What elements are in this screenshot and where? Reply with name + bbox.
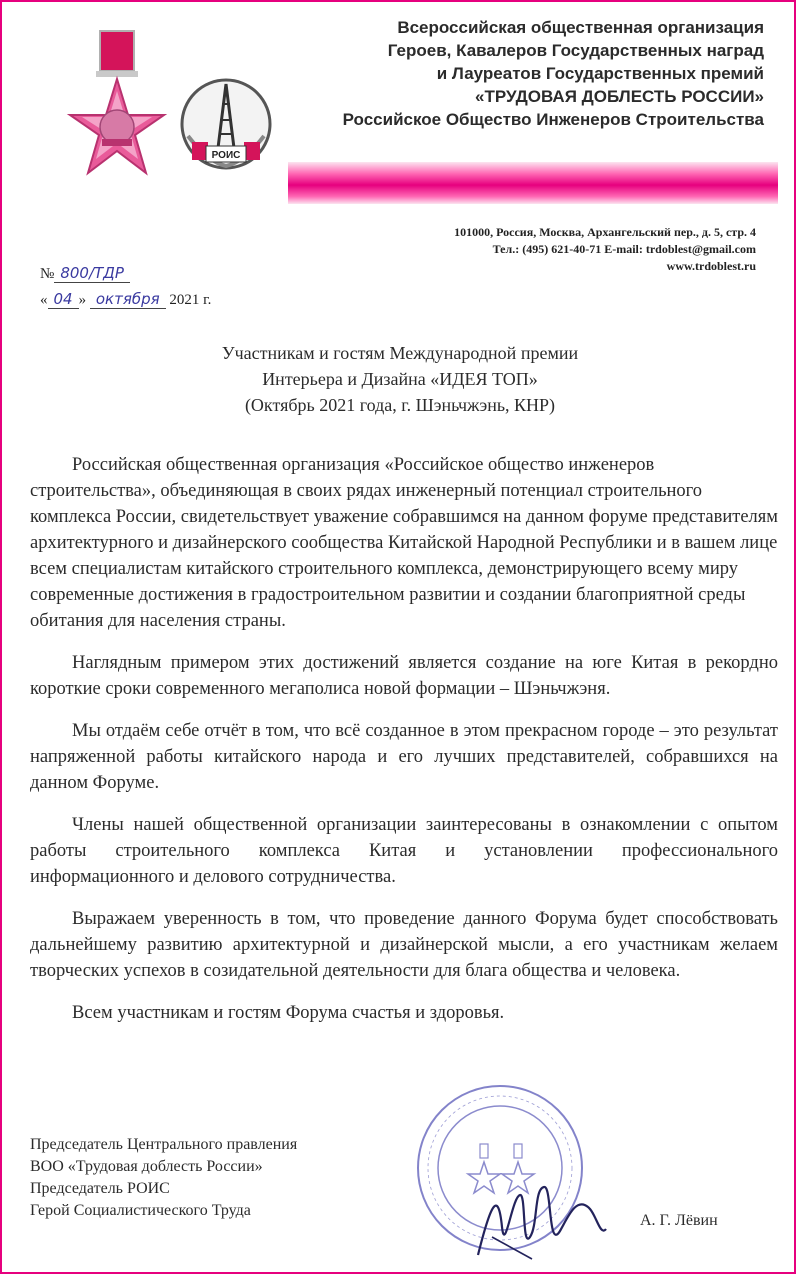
date-open-quote: « [40, 292, 48, 308]
recipient-line: Участникам и гостям Международной премии [221, 343, 579, 363]
body-paragraph: Мы отдаём себе отчёт в том, что всё созданное в этом прекрасном городе – это результат напряженной работы китайского народа и его лучших представителей, собравшихся на данном Форуме. [30, 721, 778, 793]
handwritten-day: 04 [48, 290, 79, 309]
phone-email-line: Тел.: (495) 621-40-71 E-mail: trdoblest@gmail.com [492, 242, 756, 256]
header-pink-bar [288, 162, 778, 204]
address-line: 101000, Россия, Москва, Архангельский пер., д. 5, стр. 4 [454, 225, 756, 239]
body-paragraph: Наглядным примером этих достижений является создание на юге Китая в рекордно короткие сроки современного мегаполиса новой формации – Шэньчжэня. [30, 653, 778, 699]
signatory-name: А. Г. Лёвин [640, 1212, 718, 1229]
recipient-block [2, 340, 798, 418]
handwritten-month: октября [90, 290, 166, 309]
org-line: «ТРУДОВАЯ ДОБЛЕСТЬ РОССИИ» [474, 87, 764, 106]
handwritten-number: 800/ТДР [54, 264, 130, 283]
handwritten-signature-icon [472, 1167, 612, 1267]
org-line: Всероссийская общественная организация [397, 18, 764, 37]
org-line: и Лауреатов Государственных премий [436, 64, 764, 83]
medal-emblem-icon [62, 27, 172, 197]
signatory-titles [30, 1134, 297, 1222]
org-line: Российское Общество Инженеров Строительства [342, 110, 764, 129]
rois-emblem-icon [178, 74, 274, 178]
number-prefix: № [40, 266, 55, 282]
registration-date [40, 290, 211, 309]
org-line: Героев, Кавалеров Государственных наград [387, 41, 764, 60]
closing-wish: Всем участникам и гостям Форума счастья и здоровья. [72, 1003, 505, 1023]
date-year: 2021 г. [169, 292, 212, 308]
organization-name [343, 16, 764, 131]
website-line: www.trdoblest.ru [666, 259, 756, 273]
recipient-line: Интерьера и Дизайна «ИДЕЯ ТОП» [262, 369, 538, 389]
signatory-title-line: Председатель Центрального правления [30, 1136, 298, 1153]
contact-address [454, 224, 756, 275]
recipient-line: (Октябрь 2021 года, г. Шэньчжэнь, КНР) [244, 395, 556, 415]
letter-body [30, 452, 778, 1042]
body-paragraph: Члены нашей общественной организации заинтересованы в ознакомлении с опытом работы строительного комплекса Китая и установлении профессионального информационного и делового сотрудничества. [30, 815, 778, 887]
registration-number [40, 264, 130, 283]
rois-badge-label: РОИС [211, 150, 241, 161]
signatory-title-line: Председатель РОИС [30, 1180, 170, 1197]
signatory-title-line: ВОО «Трудовая доблесть России» [30, 1158, 263, 1175]
date-close-quote: » [78, 292, 87, 308]
body-paragraph: Выражаем уверенность в том, что проведение данного Форума будет способствовать дальнейшему развитию архитектурной и дизайнерской мысли, а его участникам желаем творческих успехов в созидательной деятельности для блага общества и человека. [30, 909, 778, 981]
signatory-title-line: Герой Социалистического Труда [30, 1202, 251, 1219]
body-paragraph: Российская общественная организация «Российское общество инженеров строительства», объединяющая в своих рядах инженерный потенциал строительного комплекса России, свидетельствует уважение собравшимся на данном форуме представителям архитектурного и дизайнерского сообщества Китайской Народной Республики и в вашем лице всем специалистам китайского строительного комплекса, демонстрирующего всему миру современные достижения в градостроительном развитии и создании благоприятной среды обитания для населения страны. [30, 455, 779, 631]
